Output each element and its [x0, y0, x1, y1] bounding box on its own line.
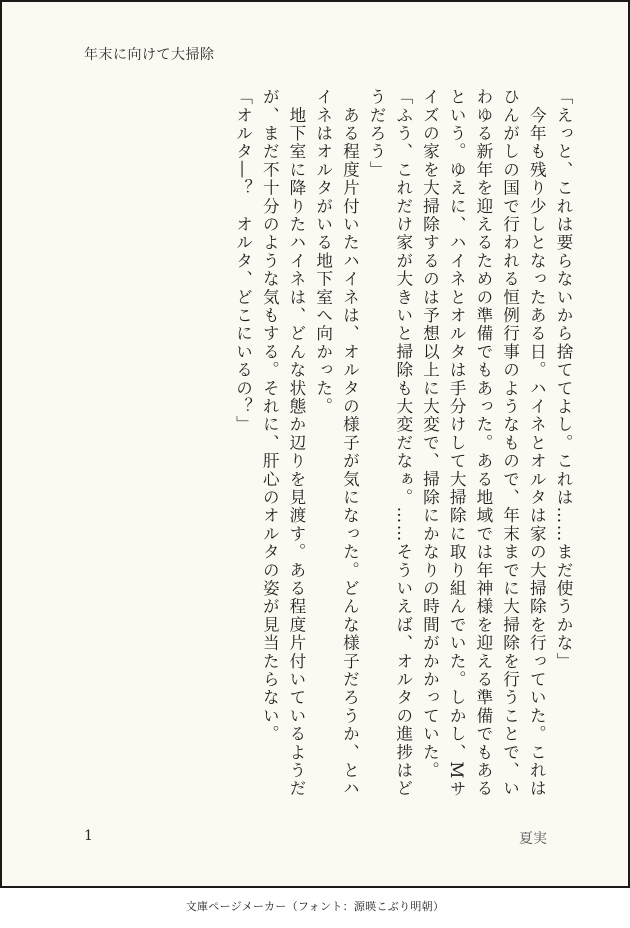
paragraph: 「オルタ―？ オルタ、どこにいるの？」 [233, 88, 253, 434]
vertical-body-text [229, 88, 576, 808]
generator-credit: 文庫ページメーカー（フォント：源暎こぶり明朝） [185, 900, 445, 913]
author-name: 夏実 [519, 831, 547, 847]
paragraph: ある程度片付いたハイネは、オルタの様子が気になった。どんな様子だろうか、とハイネはオルタがいる地下室へ向かった。 [313, 88, 360, 798]
paragraph: 「えっと、これは要らないから捨ててよし。これは……まだ使うかな」 [554, 88, 573, 671]
paragraph: 地下室に降りたハイネは、どんな状態か辺りを見渡す。ある程度片付いているようだが、まだ不十分のような気もする。それに、肝心のオルタの姿が見当たらない。 [260, 88, 306, 798]
paragraph: 今年も残り少しとなったある日。ハイネとオルタは家の大掃除を行っていた。これはひんがしの国で行われる恒例行事のようなもので、年末までに大掃除を行うことで、いわゆる新年を迎えるための準備でもあった。ある地域では年神様を迎える準備でもあるという。ゆえに、ハイネとオルタは手分けして大掃除に取り組んでいた。しかし、Mサイズの家を大掃除するのは予想以上に大変で、掃除にかなりの時間がかかっていた。 [420, 88, 547, 799]
chapter-title: 年末に向けて大掃除 [84, 47, 215, 63]
page-number: 1 [84, 828, 93, 844]
paragraph: 「ふう、これだけ家が大きいと掃除も大変だなぁ。……そういえば、オルタの進捗はどうだろう」 [367, 88, 413, 798]
